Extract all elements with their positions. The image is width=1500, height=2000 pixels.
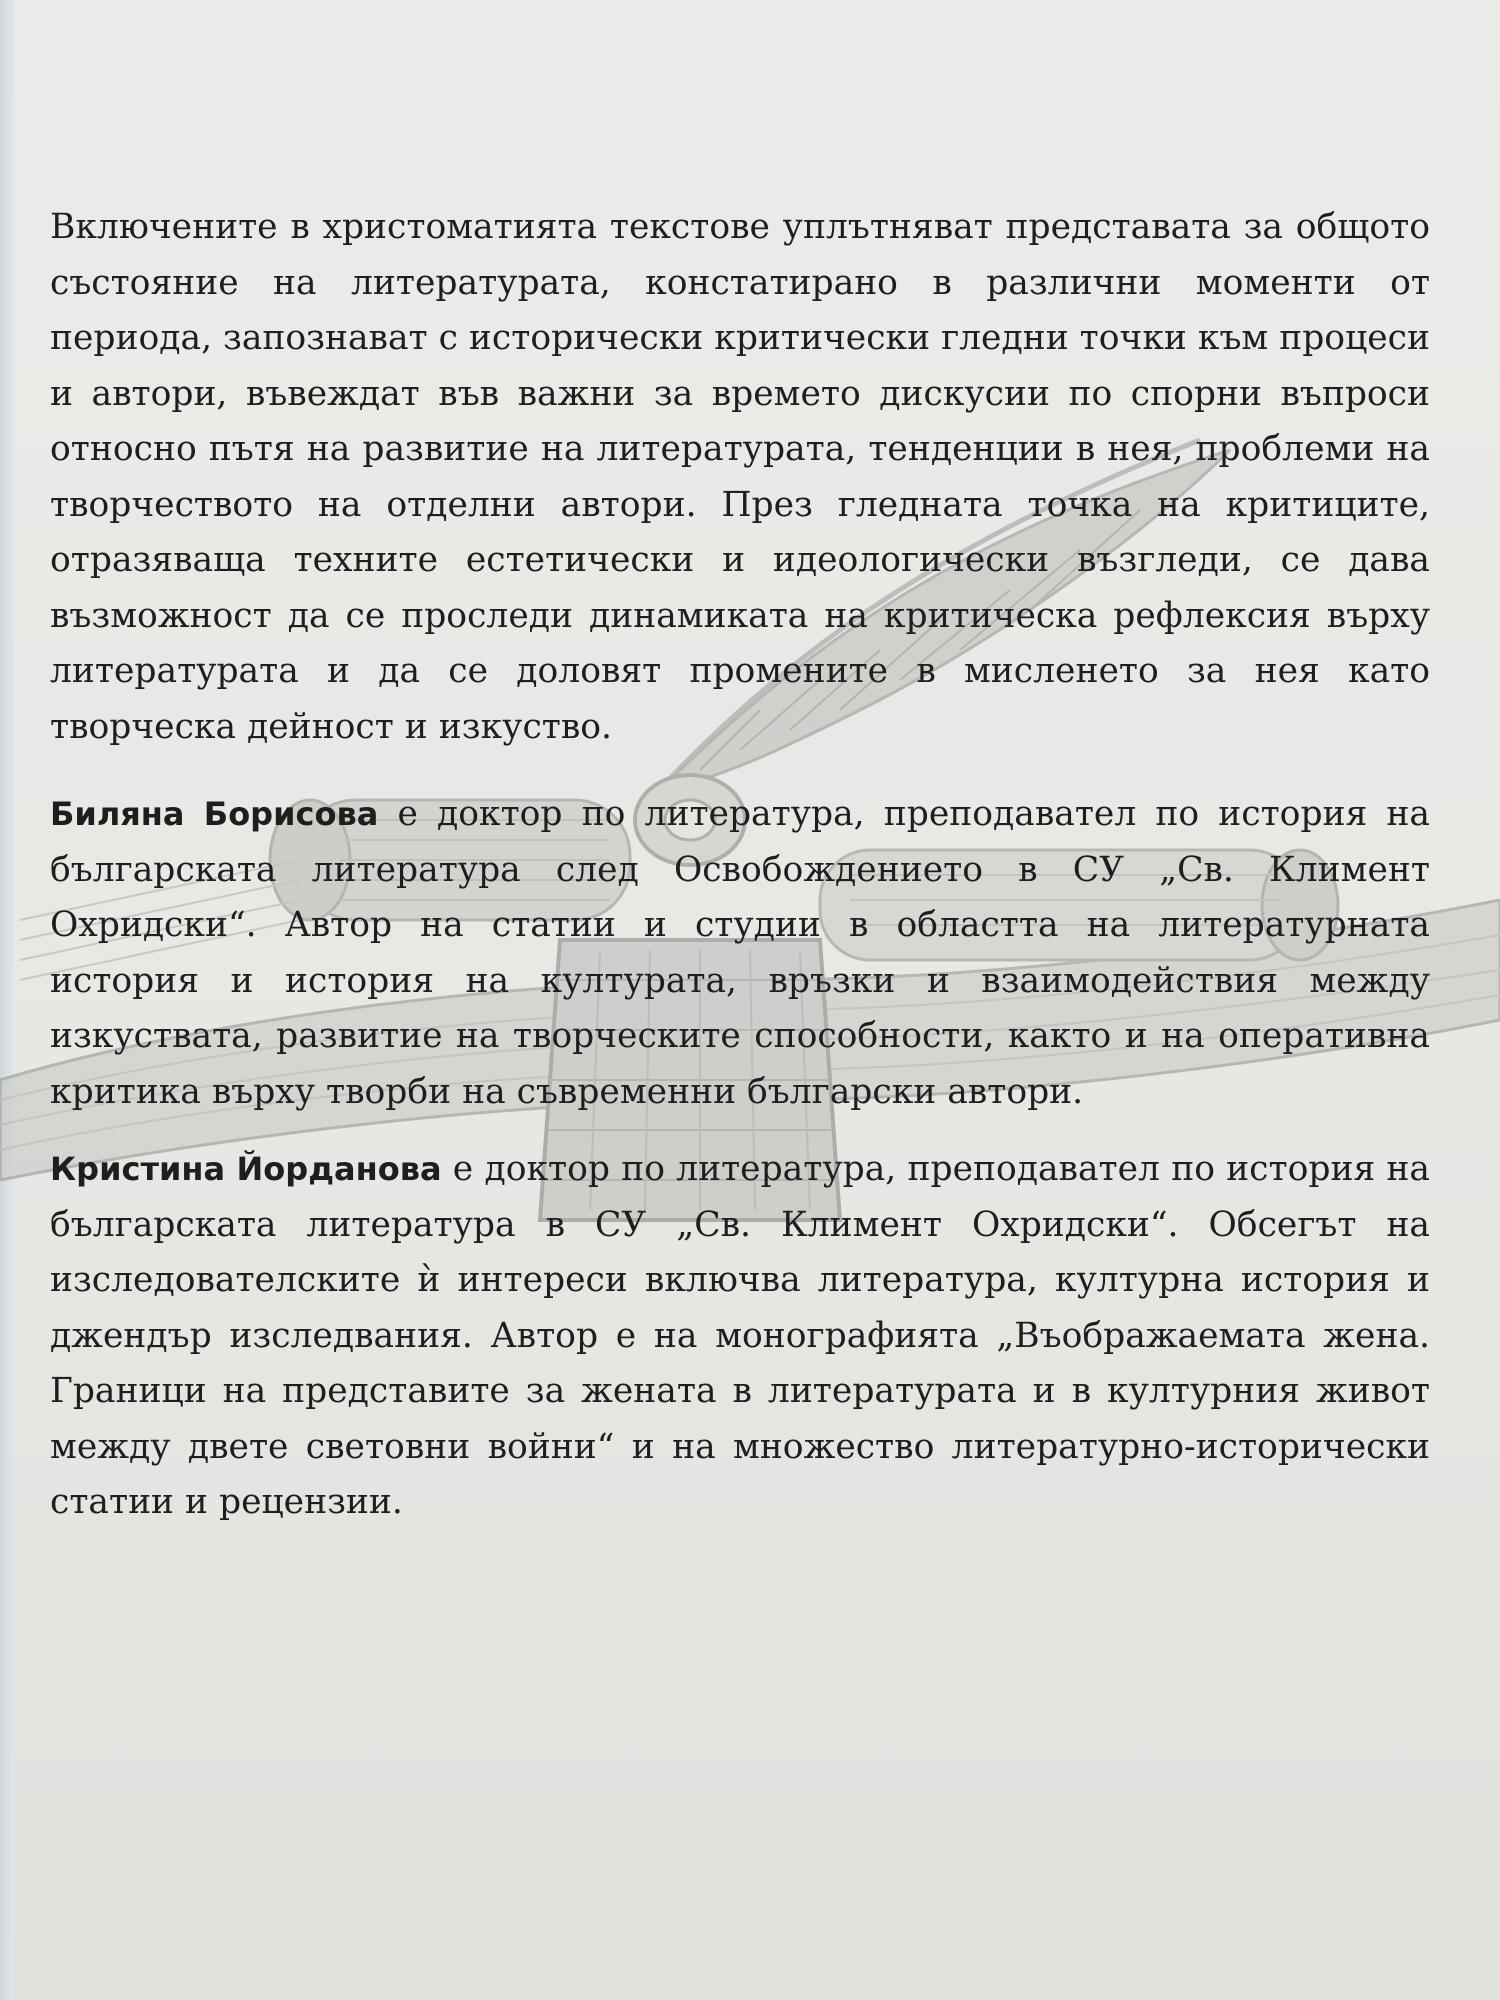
anthology-description xyxy=(50,200,1430,755)
author-name: Биляна Борисова xyxy=(50,795,379,833)
cover-text xyxy=(50,200,1430,1531)
anthology-description-text: Включените в христоматията текстове уплътняват представата за общото състояние на литературата, констатирано в различни моменти от периода, запознават с исторически критически гледни точки към процеси и автори, въвеждат във важни за времето дискусии по спорни въпроси относно пътя на развитие на литературата, тенденции в нея, проблеми на творчеството на отделни автори. През гледната точка на критиците, отразяваща техните естетически и идеологически възгледи, се дава възможност да се проследи динамиката на критическа рефлексия върху литературата и да се доловят промените в мисленето за нея като творческа дейност и изкуство. xyxy=(50,207,1430,747)
author-bio-text: е доктор по литература, преподавател по история на българската литература след Освобождението в СУ „Св. Климент Охридски“. Автор на статии и студии в областта на литературната история и история на културата, връзки и взаимодействия между изкуствата, развитие на творческите способности, както и на оперативна критика върху творби на съвременни български автори. xyxy=(50,794,1430,1112)
author-bio-borisova xyxy=(50,787,1430,1120)
author-bio-yordanova xyxy=(50,1142,1430,1531)
author-bio-text: е доктор по литература, преподавател по история на българската литература в СУ „Св. Климент Охридски“. Обсегът на изследователските ѝ интереси включва литература, културна история и джендър изследвания. Автор е на монографията „Въображаемата жена. Граници на представите за жената в литературата и в културния живот между двете световни войни“ и на множество литературно-исторически статии и рецензии. xyxy=(50,1149,1430,1522)
author-name: Кристина Йорданова xyxy=(50,1150,442,1188)
